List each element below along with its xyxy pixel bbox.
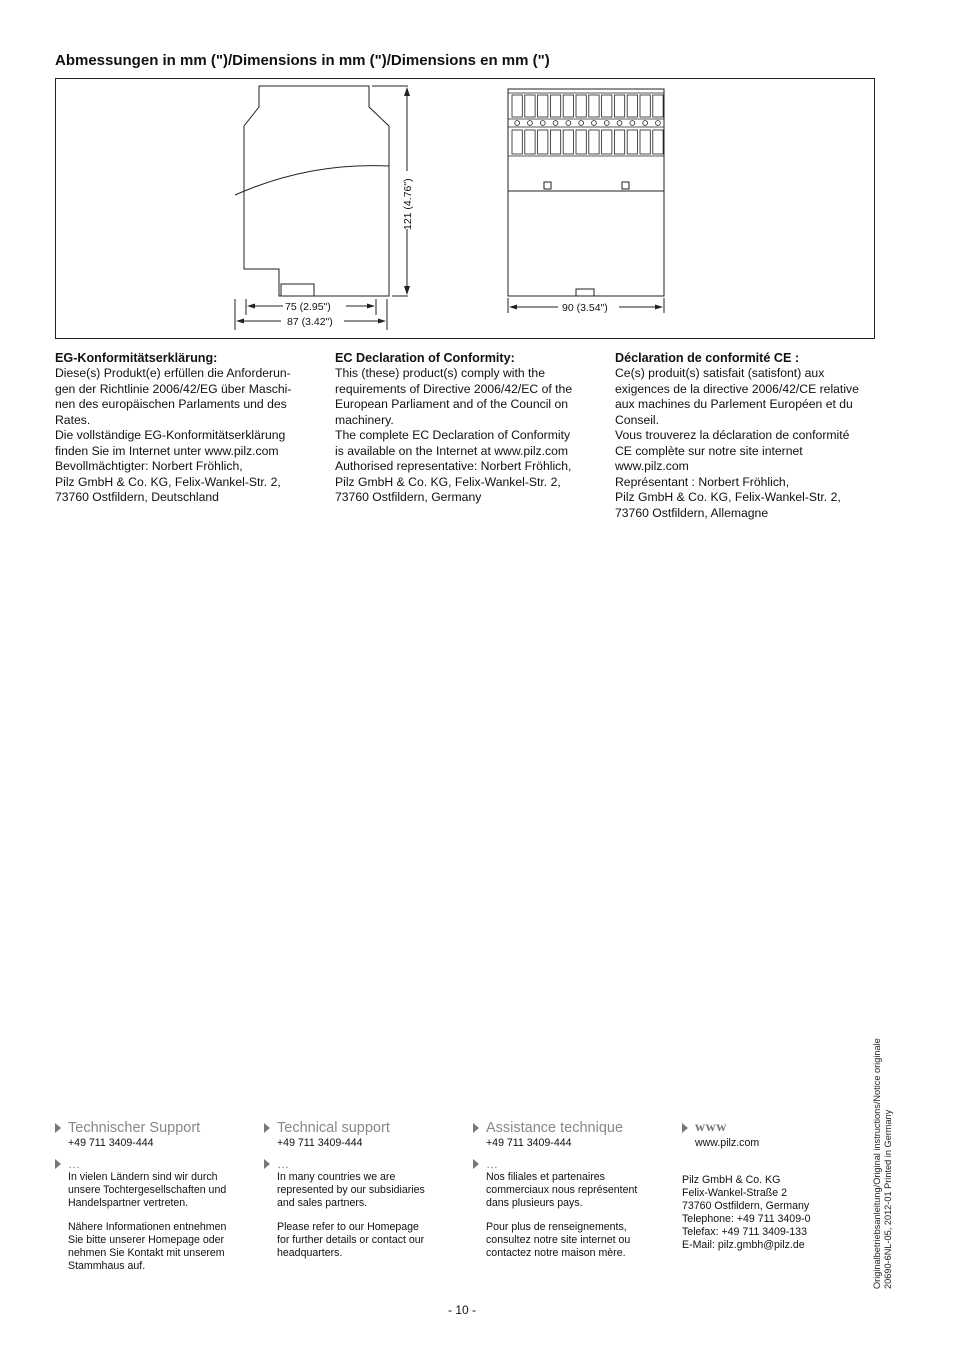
terminal-screw	[630, 121, 635, 126]
terminal-top	[602, 95, 612, 117]
terminal-bottom	[627, 130, 637, 154]
terminal-bottom	[640, 130, 650, 154]
conformity-de	[55, 350, 317, 506]
support-fr-ellipsis: …	[486, 1157, 498, 1171]
height-dimension: 121 (4.76")	[402, 178, 414, 230]
arrow-right-icon	[264, 1159, 270, 1169]
conformity-fr-title: Déclaration de conformité CE :	[615, 351, 800, 365]
support-de-text: Nähere Informationen entnehmen Sie bitte unserer Homepage oder nehmen Sie Kontakt mit unserem Stammhaus auf.	[68, 1221, 227, 1272]
terminal-screw	[566, 121, 571, 126]
terminal-screw	[617, 121, 622, 126]
support-en-ellipsis: …	[277, 1157, 289, 1171]
conformity-de-line: nen des europäischen Parlaments und des	[55, 397, 287, 411]
side-view-outline	[244, 86, 389, 296]
conformity-de-line: Die vollständige EG-Konformitätserklärung	[55, 428, 286, 442]
terminal-top	[538, 95, 548, 117]
conformity-en-line: Authorised representative: Norbert Fröhlich,	[335, 459, 572, 473]
conformity-en-line: This (these) product(s) comply with the	[335, 366, 545, 380]
conformity-en-line: The complete EC Declaration of Conformity	[335, 428, 571, 442]
front-view-outline	[508, 89, 664, 296]
terminal-top	[563, 95, 573, 117]
conformity-fr-line: Conseil.	[615, 412, 660, 427]
support-fr	[473, 1119, 663, 1271]
terminal-bottom	[614, 130, 624, 154]
conformity-de-line: Bevollmächtigter: Norbert Fröhlich,	[55, 459, 243, 473]
conformity-de-line: Rates.	[55, 412, 91, 427]
support-fr-text: Pour plus de renseignements, consultez notre site internet ou contactez notre maison mère.	[486, 1221, 631, 1259]
conformity-fr	[615, 350, 877, 521]
terminal-screw	[604, 121, 609, 126]
conformity-de-line: Diese(s) Produkt(e) erfüllen die Anforderun-	[55, 366, 291, 380]
conformity-fr-line: Vous trouverez la déclaration de conformité	[615, 428, 850, 442]
terminal-top	[614, 95, 624, 117]
terminal-top	[640, 95, 650, 117]
terminal-bottom	[653, 130, 663, 154]
terminal-bottom	[602, 130, 612, 154]
terminal-top	[550, 95, 560, 117]
terminal-top	[653, 95, 663, 117]
support-de-text: In vielen Ländern sind wir durch unsere Tochtergesellschaften und Handelspartner vertreten.	[68, 1171, 227, 1209]
terminal-screw	[643, 121, 648, 126]
width-dimension: 90 (3.54")	[562, 302, 608, 314]
terminal-bottom	[576, 130, 586, 154]
arrow-right-icon	[473, 1159, 479, 1169]
depth-87-dimension: 87 (3.42")	[287, 316, 333, 328]
www-link[interactable]: www.pilz.com	[695, 1137, 760, 1149]
terminal-screw	[656, 121, 661, 126]
terminal-bottom	[589, 130, 599, 154]
support-de-phone: +49 711 3409-444	[68, 1137, 154, 1149]
terminal-top	[525, 95, 535, 117]
support-en-text: Please refer to our Homepage for further details or contact our headquarters.	[277, 1221, 425, 1259]
terminal-bottom	[563, 130, 573, 154]
conformity-en-line: requirements of Directive 2006/42/EC of the	[335, 381, 573, 396]
dimensions-figure	[55, 78, 875, 339]
conformity-fr-line: CE complète sur notre site internet	[615, 443, 803, 458]
conformity-en	[335, 350, 597, 506]
conformity-de-line: 73760 Ostfildern, Deutschland	[55, 490, 219, 504]
conformity-fr-line: exigences de la directive 2006/42/CE relative	[615, 381, 859, 396]
arrow-right-icon	[473, 1123, 479, 1133]
terminal-bottom	[512, 130, 522, 154]
terminal-screw	[540, 121, 545, 126]
terminal-top	[627, 95, 637, 117]
conformity-de-line: finden Sie im Internet unter www.pilz.com	[55, 443, 279, 458]
support-de-title: Technischer Support	[68, 1120, 201, 1136]
terminal-screw	[515, 121, 520, 126]
dimension-drawing	[56, 79, 876, 340]
support-en-text: In many countries we are represented by our subsidiaries and sales partners.	[277, 1171, 425, 1209]
conformity-fr-line: Représentant : Norbert Fröhlich,	[615, 474, 790, 489]
conformity-fr-line: 73760 Ostfildern, Allemagne	[615, 505, 769, 520]
support-fr-text: Nos filiales et partenaires commerciaux nous représentent dans plusieurs pays.	[486, 1171, 638, 1209]
conformity-de-line: gen der Richtlinie 2006/42/EG über Maschi-	[55, 381, 292, 396]
side-note	[872, 1038, 894, 1289]
terminal-top	[589, 95, 599, 117]
conformity-en-title: EC Declaration of Conformity:	[335, 351, 515, 365]
arrow-right-icon	[682, 1123, 688, 1133]
terminal-top	[512, 95, 522, 117]
terminal-top	[576, 95, 586, 117]
page-number: - 10 -	[447, 1303, 476, 1317]
conformity-en-line: is available on the Internet at www.pilz.com	[335, 443, 569, 458]
arrow-right-icon	[55, 1123, 61, 1133]
terminal-bottom	[538, 130, 548, 154]
conformity-fr-line: aux machines du Parlement Européen et du	[615, 397, 853, 411]
support-de	[55, 1119, 245, 1284]
terminal-screw	[553, 121, 558, 126]
conformity-de-title: EG-Konformitätserklärung:	[55, 351, 218, 365]
terminal-screw	[528, 121, 533, 126]
support-en-title: Technical support	[277, 1120, 390, 1136]
support-en	[264, 1119, 454, 1271]
support-fr-title: Assistance technique	[486, 1120, 624, 1136]
depth-75-dimension: 75 (2.95")	[285, 301, 331, 313]
www-title: www	[695, 1120, 727, 1135]
support-de-ellipsis: …	[68, 1157, 80, 1171]
terminal-bottom	[525, 130, 535, 154]
side-note-line: 20690-6NL-05, 2012-01 Printed in Germany	[883, 1109, 893, 1289]
dimensions-heading: Abmessungen in mm (")/Dimensions in mm (")/Dimensions en mm (")	[55, 52, 550, 69]
terminal-bottom	[550, 130, 560, 154]
terminal-screw	[579, 121, 584, 126]
conformity-fr-line: Pilz GmbH & Co. KG, Felix-Wankel-Str. 2,	[615, 490, 841, 504]
company-address: Pilz GmbH & Co. KG Felix-Wankel-Straße 2 73760 Ostfildern, Germany Telephone: +49 711 3409-0 Telefax: +49 711 3409-133 E-Mail: pilz.gmbh@pilz.de	[682, 1174, 811, 1251]
terminal-screw	[592, 121, 597, 126]
conformity-en-line: 73760 Ostfildern, Germany	[335, 490, 482, 504]
conformity-fr-line: www.pilz.com	[615, 459, 689, 473]
conformity-en-line: machinery.	[335, 412, 394, 427]
conformity-en-line: European Parliament and of the Council on	[335, 397, 569, 411]
arrow-right-icon	[264, 1123, 270, 1133]
support-fr-phone: +49 711 3409-444	[486, 1137, 572, 1149]
arrow-right-icon	[55, 1159, 61, 1169]
conformity-en-line: Pilz GmbH & Co. KG, Felix-Wankel-Str. 2,	[335, 474, 561, 489]
conformity-de-line: Pilz GmbH & Co. KG, Felix-Wankel-Str. 2,	[55, 474, 281, 489]
side-note-line: Originalbetriebsanleitung/Original instructions/Notice originale	[872, 1038, 882, 1289]
support-en-phone: +49 711 3409-444	[277, 1137, 363, 1149]
support-www	[682, 1119, 872, 1252]
conformity-fr-line: Ce(s) produit(s) satisfait (satisfont) aux	[615, 366, 825, 380]
